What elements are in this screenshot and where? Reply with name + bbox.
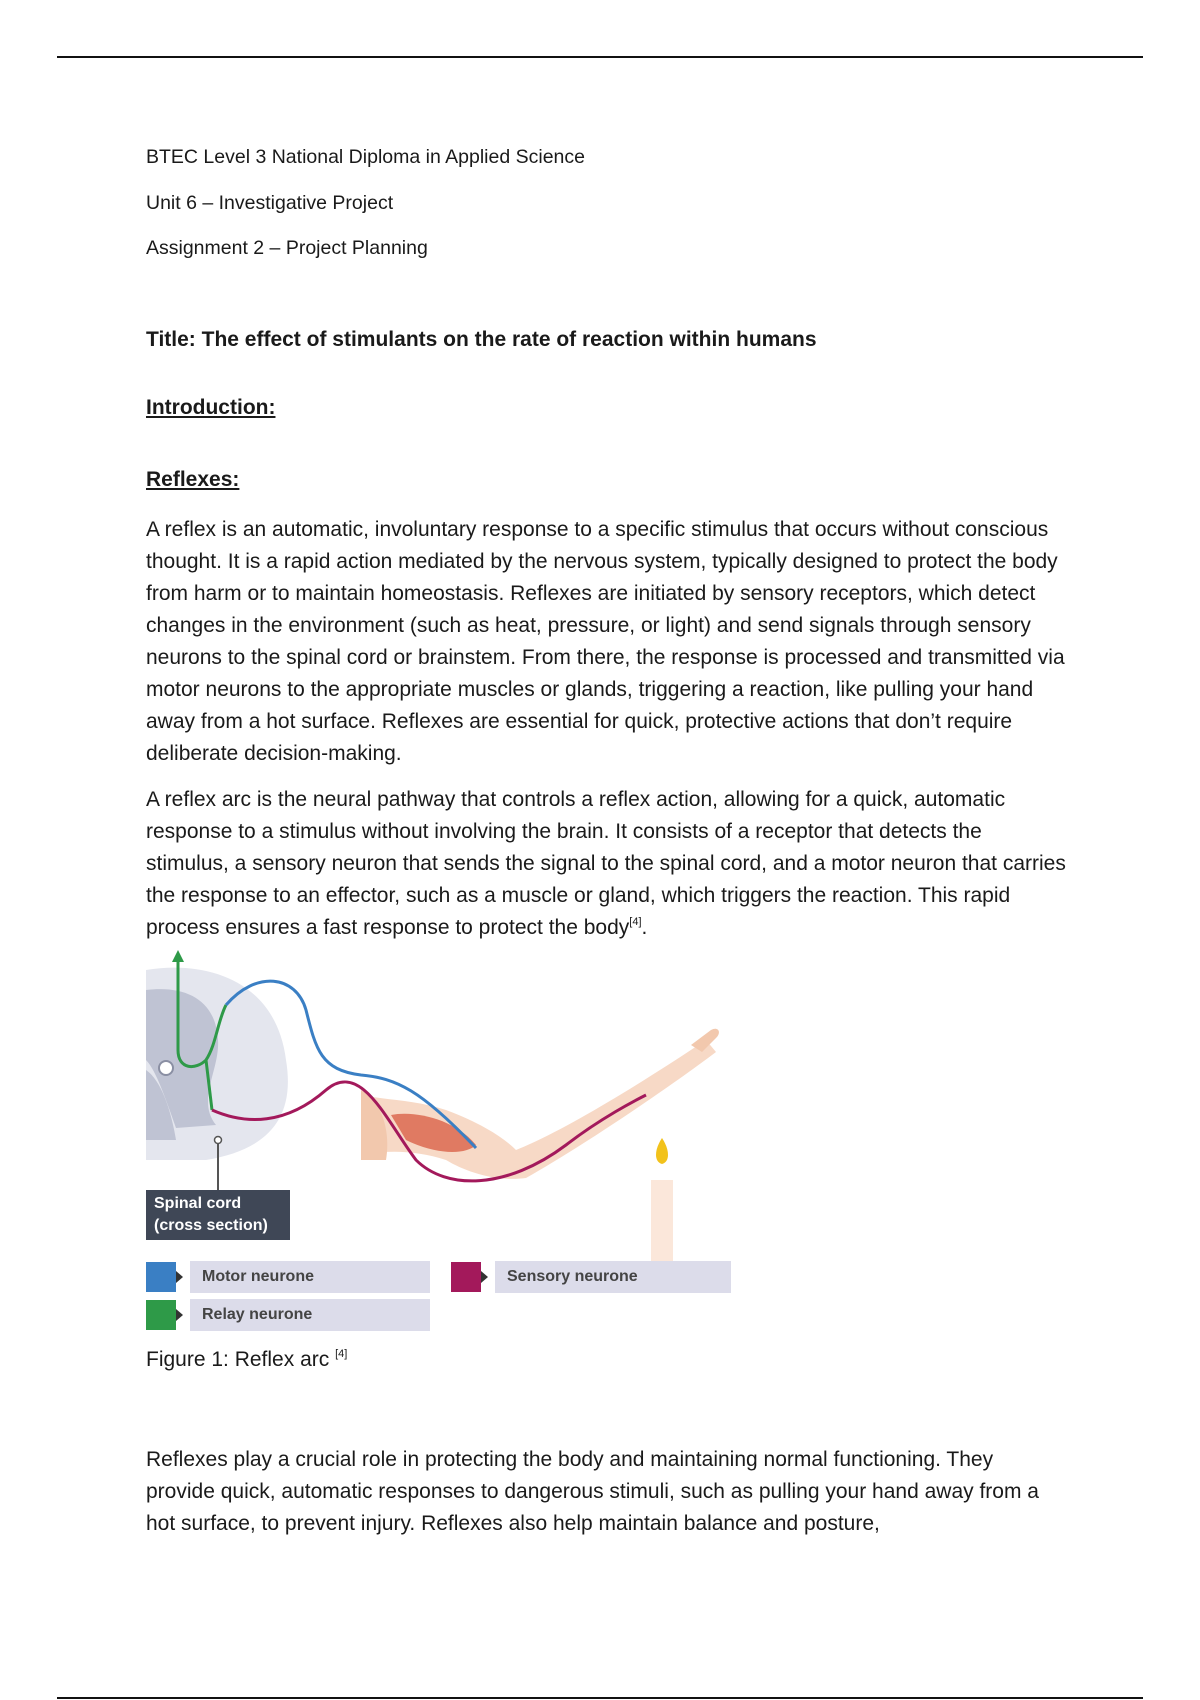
spinal-cord-label-line2: (cross section) — [154, 1217, 268, 1234]
motor-neurone-key — [146, 1262, 176, 1292]
paragraph-reflex-arc-text: A reflex arc is the neural pathway that controls a reflex action, allowing for a quick, automatic response to a stimulus without involving the brain. It consists of a receptor that detects the stimulus, a sensory neuron that sends the signal to the spinal cord, and a motor neuron that carries the response to an effector, such as a muscle or gland, which triggers the reaction. This rapid process ensures a fast response to protect the body — [146, 788, 1066, 939]
paragraph-reflex-importance: Reflexes play a crucial role in protecting the body and maintaining normal functioning. They provide quick, automatic responses to dangerous stimuli, such as pulling your hand away from a hot surface, to prevent injury. Reflexes also help maintain balance and posture, — [146, 1448, 1039, 1535]
assignment-name: Assignment 2 – Project Planning — [146, 237, 428, 259]
spinal-cord-label — [146, 1190, 290, 1240]
spinal-cord-label-line1: Spinal cord — [154, 1195, 242, 1212]
paragraph-reflex-definition: A reflex is an automatic, involuntary response to a specific stimulus that occurs without conscious thought. It is a rapid action mediated by the nervous system, typically designed to protect the body from harm or to maintain homeostasis. Reflexes are initiated by sensory receptors, which detect changes in the environment (such as heat, pressure, or light) and send signals through sensory neurons to the spinal cord or brainstem. From there, the response is processed and transmitted via motor neurons to the appropriate muscles or glands, triggering a reaction, like pulling your hand away from a hot surface. Reflexes are essential for quick, protective actions that don’t require deliberate decision-making. — [146, 518, 1065, 765]
sensory-neurone-label: Sensory neurone — [495, 1261, 731, 1293]
introduction-heading: Introduction: — [146, 396, 276, 419]
bottom-rule — [57, 1697, 1143, 1699]
relay-neurone-label: Relay neurone — [190, 1299, 430, 1331]
sensory-neurone-arrow — [481, 1271, 488, 1283]
relay-neurone-key — [146, 1300, 176, 1330]
reflexes-heading: Reflexes: — [146, 468, 240, 491]
reflex-arc-figure — [146, 950, 746, 1340]
figure-caption-text: Figure 1: Reflex arc — [146, 1348, 330, 1371]
relay-neurone-arrow — [176, 1309, 183, 1321]
paragraph-reflex-arc — [146, 784, 1066, 944]
citation-ref: [4] — [629, 916, 642, 928]
course-name: BTEC Level 3 National Diploma in Applied Science — [146, 146, 585, 168]
top-rule — [57, 56, 1143, 58]
document-title: Title: The effect of stimulants on the rate of reaction within humans — [146, 328, 817, 351]
motor-neurone-label: Motor neurone — [190, 1261, 430, 1293]
unit-name: Unit 6 – Investigative Project — [146, 192, 394, 214]
motor-neurone-arrow — [176, 1271, 183, 1283]
figure-caption-ref: [4] — [335, 1348, 348, 1360]
figure-caption — [146, 1348, 347, 1372]
paragraph-reflex-arc-end: . — [641, 916, 648, 939]
sensory-neurone-key — [451, 1262, 481, 1292]
